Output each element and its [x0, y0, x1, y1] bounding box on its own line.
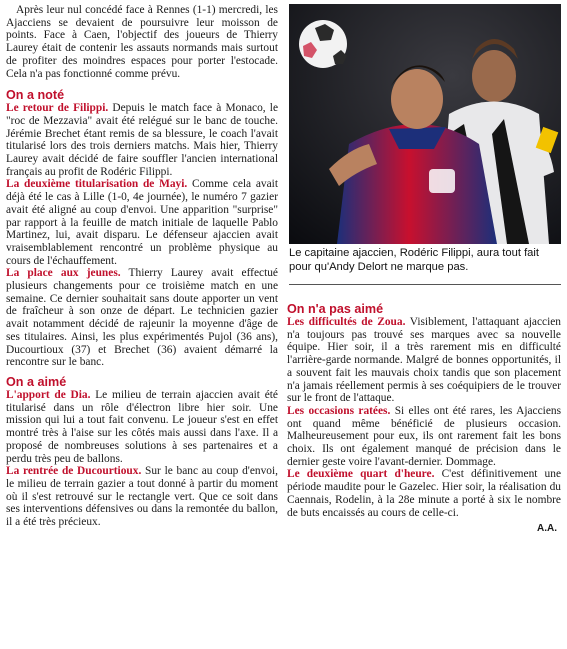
disliked-item-1: [287, 316, 561, 405]
intro-paragraph: Après leur nul concédé face à Rennes (1-1) mercredi, les Ajacciens se devaient de poursuivre leur moisson de points. Face à Caen, l'objectif des joueurs de Thierry Laurey était de contenir les assauts normands mais surtout de profiter des moindres espaces pour porter l'estocade. Cela n'a pas fonctionné comme prévu.: [6, 4, 278, 80]
section-title-noted: On a noté: [6, 88, 65, 103]
noted-item-3-title: La place aux jeunes.: [6, 267, 121, 280]
liked-item-2: [6, 465, 278, 529]
disliked-item-2-text: Si elles ont été rares, les Ajacciens ont quand même bénéficié de plusieurs occasion. Malheureusement pour eux, ils ont rarement fait les bons choix. Ils ont également manqué de précision dans le dernier geste voire l'avant-dernier. Dommage.: [287, 404, 562, 468]
liked-item-2-text: Sur le banc au coup d'envoi, le milieu de terrain gazier a tout donné à partir du moment où il s'est retrouvé sur le rectangle vert. Que ce soit dans ses interventions défensives ou dans la remontée du ballon, il a été très précieux.: [6, 465, 278, 529]
disliked-item-2-title: Les occasions ratées.: [287, 404, 391, 417]
caption-divider: [289, 284, 561, 285]
noted-item-2-title: La deuxième titularisation de Mayi.: [6, 178, 188, 191]
left-column: [6, 4, 278, 529]
noted-item-2-text: Comme cela avait déjà été le cas à Lille (1-0, 4e journée), le numéro 7 gazier avait été aligné au coup d'envoi. Une apparition "surprise" par rapport à la feuille de match initiale de laquelle Pablo Martinez, lui, avait disparu. Le défenseur ajaccien avait vraisemblablement rencontré un problème physique au cours de l'échauffement.: [6, 178, 278, 267]
section-title-liked: On a aimé: [6, 374, 67, 389]
noted-item-2: [6, 178, 278, 267]
noted-item-3-text: Thierry Laurey avait effectué plusieurs changements pour ce troisième match en une semaine. Ce dernier souhaitait sans doute apporter un vent de fraîcheur à son onze de départ. Le technicien gazier avait notamment décidé de rajeunir la moyenne d'âge de ses titulaires. Ainsi, les plus expérimentés Pujol (36 ans), Ducourtioux (37) et Brechet (36) avaient démarré la rencontre sur le banc.: [6, 267, 278, 369]
disliked-item-3-title: Le deuxième quart d'heure.: [287, 468, 435, 481]
author-initials: A.A.: [537, 523, 557, 535]
section-title-disliked: On n'a pas aimé: [287, 302, 384, 316]
photo-caption: Le capitaine ajaccien, Rodéric Filippi, aura tout fait pour qu'Andy Delort ne marque pas.: [289, 247, 539, 273]
disliked-item-1-text: Visiblement, l'attaquant ajaccien n'a toujours pas trouvé ses marques avec sa nouvelle équipe. Hier soir, il a très rarement mis en difficulté l'arrière-garde normande. Malgré de bonnes opportunités, il a souvent fait les mauvais choix tandis que son placement n'a jamais réellement permis à ses coéquipiers de le trouver sur le front de l'attaque.: [287, 316, 562, 405]
liked-item-1: [6, 389, 278, 465]
liked-item-1-text: Le milieu de terrain ajaccien avait été titularisé dans un rôle d'électron libre hier soir. Une mission qui lui a tout fait convenu. Le joueur s'est en effet montré très à l'aise sur les côtés mais aussi dans l'axe. Il a proposé de nombreuses solutions à ses partenaires et a perdu très peu de ballons.: [6, 388, 278, 465]
disliked-item-3-text: C'est définitivement une période maudite pour le Gazelec. Hier soir, la réalisation du Caennais, Rodelin, à la 28e minute a porté à six le nombre de buts encaissés au cours de celle-ci.: [287, 468, 562, 519]
right-column: [287, 302, 561, 536]
football-players-illustration: [289, 4, 561, 244]
noted-item-1-title: Le retour de Filippi.: [6, 102, 109, 115]
disliked-item-1-title: Les difficultés de Zoua.: [287, 316, 406, 328]
noted-item-1-text: Depuis le match face à Monaco, le "roc de Mezzavia" avait été relégué sur le banc de touche. Jérémie Brechet étant remis de sa blessure, le coach l'avait titularisé lors des trois derniers matchs. Mais hier, Thierry Laurey avait décidé de faire souffler l'ancien international français au profit de Rodéric Filippi.: [6, 102, 278, 178]
disliked-item-3: [287, 468, 561, 519]
noted-item-3: [6, 267, 278, 369]
noted-item-1: [6, 102, 278, 178]
article-photo: [289, 4, 561, 244]
liked-item-1-title: L'apport de Dia.: [6, 388, 91, 401]
liked-item-2-title: La rentrée de Ducourtioux.: [6, 465, 142, 478]
disliked-item-2: [287, 405, 561, 469]
